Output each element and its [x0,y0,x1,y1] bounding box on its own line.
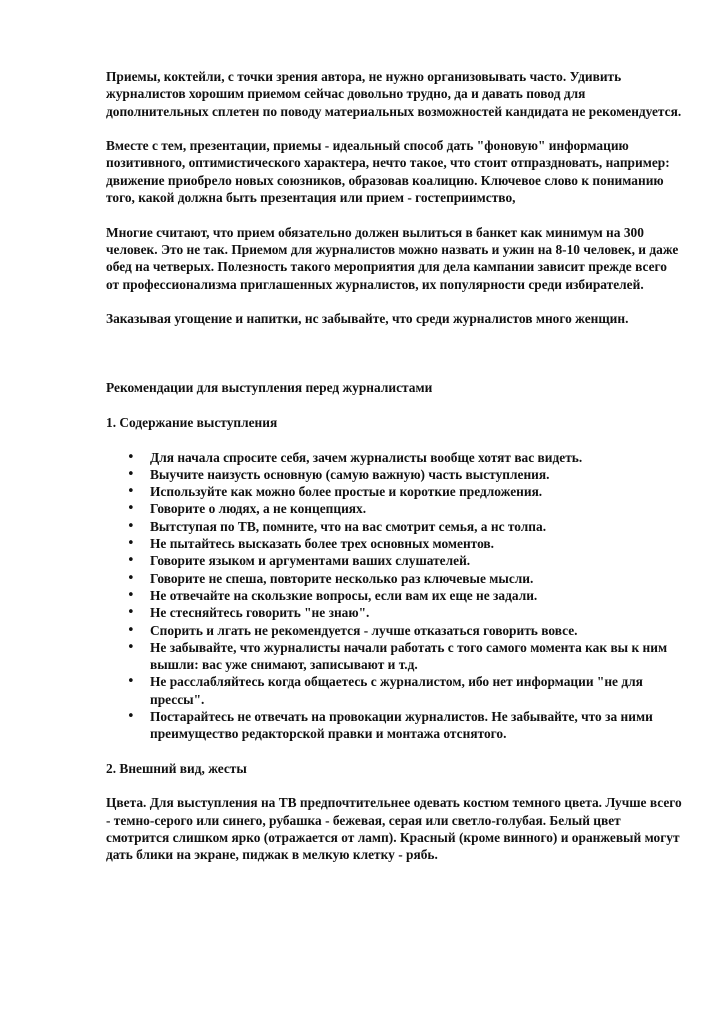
list-item-text: Вытступая по ТВ, помните, что на вас смотрит семья, а нс толпа. [150,518,547,534]
list-item-text: Спорить и лгать не рекомендуется - лучше отказаться говорить вовсе. [150,622,578,638]
document-page [106,68,682,881]
bullet-icon: • [127,518,135,534]
paragraph-presentations: Вместе с тем, презентации, приемы - идеальный способ дать "фоновую" информацию позитивного, оптимистического характера, нечто такое, что стоит отпраздновать, например: движение приобрело новых союзников, образовав коалицию. Ключевое слово к пониманию того, какой должна быть презентация или прием - гостеприимство, [106,138,670,206]
list-item [106,483,682,500]
bullet-icon: • [127,570,135,586]
list-item [106,622,682,639]
bullet-icon: • [127,622,135,638]
paragraph-banquet: Многие считают, что прием обязательно должен вылиться в банкет как минимум на 300 человек. Это не так. Приемом для журналистов можно назвать и ужин на 8-10 человек, и даже обед на четверых. Полезность такого мероприятия для дела кампании зависит прежде всего от профессионализма приглашенных журналистов, их популярности среди избирателей. [106,224,679,292]
bullet-icon: • [127,553,135,569]
list-item [106,673,682,708]
subsection-content-title: 1. Содержание выступления [106,414,278,430]
list-item-text: Не расслабляйтесь когда общаетесь с журналистом, ибо нет информации "не для прессы". [150,674,643,707]
list-item [106,500,682,517]
list-item-text: Постарайтесь не отвечать на провокации журналистов. Не забывайте, что за ними преимущество редакторской правки и монтажа отснятого. [150,708,653,742]
list-item-text: Выучите наизусть основную (самую важную) часть выступления. [150,466,550,482]
list-item-text: Используйте как можно более простые и короткие предложения. [150,484,543,500]
paragraph-colors: Цвета. Для выступления на ТВ предпочтительнее одевать костюм темного цвета. Лучше всего - темно-серого или синего, рубашка - бежевая, серая или светло-голубая. Белый цвет смотрится слишком ярко (отражается от ламп). Красный (кроме винного) и оранжевый могут дать блики на экране, пиджак в мелкую клетку - рябь. [106,795,682,863]
section-spacer [106,345,682,380]
list-item-text: Не отвечайте на скользкие вопросы, если вам их еще не задали. [150,587,538,603]
list-item-text: Для начала спросите себя, зачем журналисты вообще хотят вас видеть. [150,449,583,465]
list-item [106,587,682,604]
list-item [106,535,682,552]
section-title: Рекомендации для выступления перед журналистами [106,380,433,396]
list-item [106,518,682,535]
list-item [106,639,682,674]
bullet-icon: • [127,501,135,517]
bullet-icon: • [127,449,135,465]
list-item-text: Не пытайтесь высказать более трех основных моментов. [150,536,495,552]
bullet-icon: • [127,536,135,552]
list-item [106,552,682,569]
bullet-icon: • [127,605,135,621]
list-item-text: Говорите о людях, а не концепциях. [150,501,367,517]
recommendations-list [106,449,682,743]
bullet-icon: • [127,639,135,655]
bullet-icon: • [127,587,135,603]
list-item-text: Не забывайте, что журналисты начали работать с того самого момента как вы к ним вышли: вас уже снимают, записывают и т.д. [150,639,668,673]
list-item [106,708,682,743]
bullet-icon: • [127,674,135,690]
list-item-text: Говорите языком и аргументами ваших слушателей. [150,553,471,569]
list-item-text: Говорите не спеша, повторите несколько раз ключевые мысли. [150,570,534,586]
list-item [106,570,682,587]
bullet-icon: • [127,708,135,724]
subsection-appearance-title: 2. Внешний вид, жесты [106,760,247,776]
list-item [106,449,682,466]
list-item-text: Не стесняйтесь говорить "не знаю". [150,605,370,621]
bullet-icon: • [127,466,135,482]
paragraph-catering: Заказывая угощение и напитки, нс забывайте, что среди журналистов много женщин. [106,311,629,327]
list-item [106,604,682,621]
bullet-icon: • [127,484,135,500]
list-item [106,466,682,483]
paragraph-receptions: Приемы, коктейли, с точки зрения автора, не нужно организовывать часто. Удивить журналистов хорошим приемом сейчас довольно трудно, да и давать повод для дополнительных сплетен по поводу материальных возможностей кандидата не рекомендуется. [106,69,682,119]
